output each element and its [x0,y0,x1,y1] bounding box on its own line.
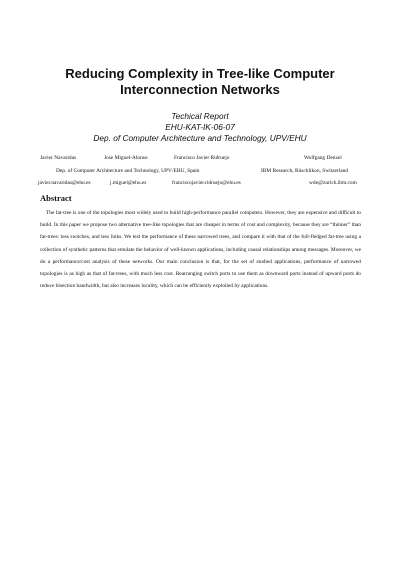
author-affiliations [0,166,400,176]
report-info [20,111,380,144]
author-name: Francisco Javier Ridruejo [174,155,230,161]
abstract-heading: Abstract [40,193,72,203]
paper-title: Reducing Complexity in Tree-like Computer Interconnection Networks [65,66,335,97]
author-name: Javier Navaridas [40,155,77,161]
department: Dep. of Computer Architecture and Technology, UPV/EHU [93,133,307,143]
author-names [0,153,400,163]
affiliation: IBM Research, Rüschlikon, Switzerland [261,168,348,174]
author-name: Wolfgang Denzel [304,155,342,161]
report-number: EHU-KAT-IK-06-07 [165,122,235,132]
author-email: javier.navaridas@ehu.es [38,180,91,186]
author-email: j.miguel@ehu.es [110,180,147,186]
affiliation: Dep. of Computer Architecture and Technology, UPV/EHU, Spain [56,168,200,174]
abstract-text: The fat-tree is one of the topologies most widely used to build high-performance parallel computers. However, they are expensive and difficult to build. In this paper we propose two alternative tree-like topologies that are cheaper in terms of cost and complexity, because they are “thinner” than fat-trees: less switches, and less links. We test the performance of these narrowed trees, and compare it with that of the full-fledged fat-tree using a collection of synthetic patterns that emulate the behavior of well-known applications, including causal relationships among messages. Moreover, we do a performance/cost analysis of these networks. Our main conclusion is that, for the set of studied applications, performance of narrowed topologies is as high as that of fat-trees, with much less cost. Rearranging switch ports to use them as downward ports instead of upward ports do reduce bisection bandwidth, but also increases locality, which can be efficiently exploited by applications. [40,210,361,290]
author-email: wde@zurich.ibm.com [309,180,357,186]
author-email: franciscojavier.ridruejo@ehu.es [172,180,241,186]
author-name: Jose Miguel-Alonso [104,155,148,161]
author-emails [0,178,400,188]
report-type: Techical Report [171,111,229,121]
